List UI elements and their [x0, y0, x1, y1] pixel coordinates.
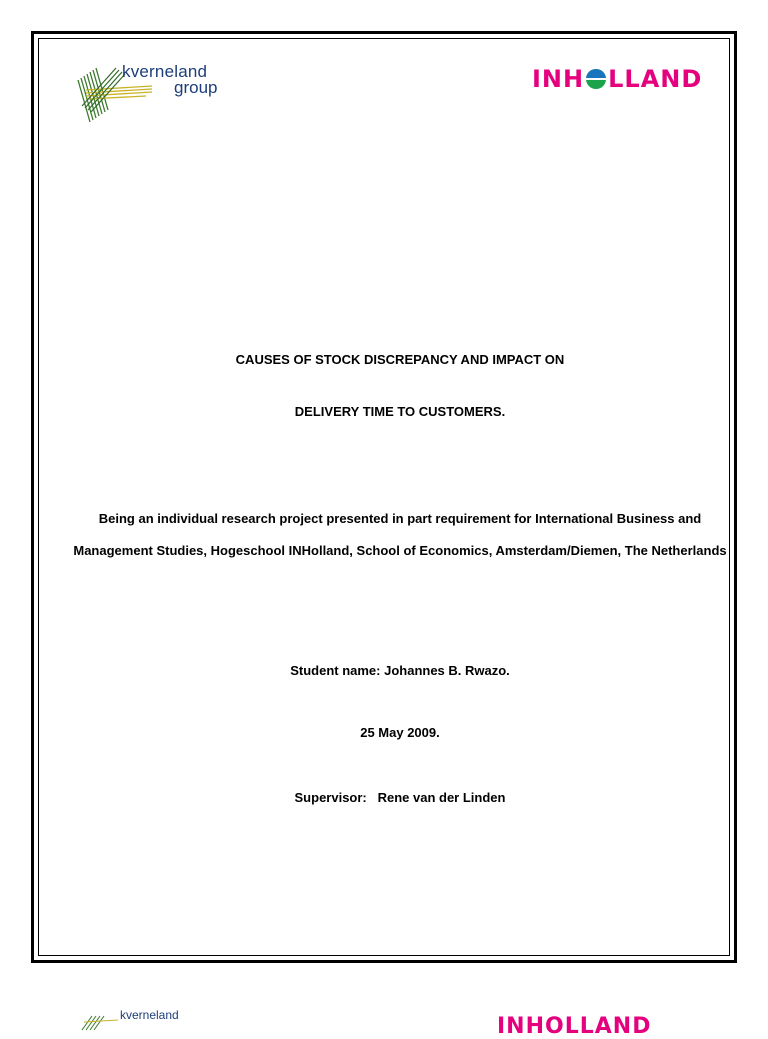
footer-kverneland-logo [80, 1006, 220, 1030]
student-name: Student name: Johannes B. Rwazo. [290, 663, 510, 678]
supervisor-name: Supervisor: Rene van der Linden [294, 790, 506, 805]
inholland-logo-icon [585, 68, 607, 90]
project-description: Being an individual research project presented in part requirement for International Business and Management Studies, Hogeschool INHolland, School of Economics, Amsterdam/Diemen, The Netherlands [73, 511, 727, 558]
title-line-1: CAUSES OF STOCK DISCREPANCY AND IMPACT ON [235, 352, 565, 367]
inholland-logo-text-end: LLAND [608, 65, 703, 93]
footer-inholland-logo: INHOLLAND [497, 1014, 652, 1039]
page-border-inner [38, 38, 730, 956]
inholland-logo-text-start: INH [532, 65, 585, 93]
kverneland-logo [76, 60, 236, 126]
inholland-logo [532, 62, 702, 96]
kverneland-logo-name: kverneland [122, 62, 208, 81]
kverneland-logo-sub: group [174, 78, 218, 97]
page-border [31, 31, 737, 963]
footer-kverneland-icon [80, 1012, 120, 1032]
submission-date: 25 May 2009. [360, 725, 440, 740]
footer-kverneland-name: kverneland [120, 1008, 179, 1022]
title-line-2: DELIVERY TIME TO CUSTOMERS. [294, 404, 506, 419]
